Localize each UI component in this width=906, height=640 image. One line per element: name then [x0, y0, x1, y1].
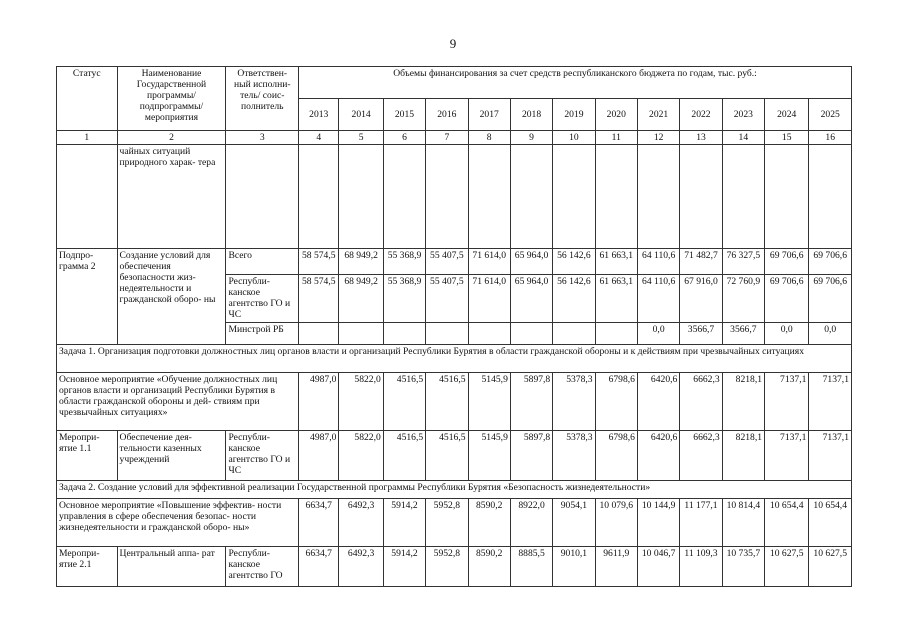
sub2-status: Подпро- грамма 2 [57, 249, 118, 345]
sub2-name: Создание условий для обеспечения безопасности жиз- недеятельности и гражданской оборо- ны [117, 249, 226, 345]
value-cell: 4516,5 [426, 373, 468, 431]
year-header: 2023 [722, 99, 764, 131]
value-cell: 67 916,0 [680, 275, 722, 323]
value-cell: 7137,1 [765, 373, 809, 431]
task1-measure-resp: Республи- канское агентство ГО и ЧС [226, 431, 299, 481]
value-cell: 10 654,4 [809, 499, 852, 547]
header-funding: Объемы финансирования за счет средств республиканского бюджета по годам, тыс. руб.: [299, 67, 852, 99]
value-cell: 68 949,2 [339, 275, 383, 323]
header-responsible: Ответствен- ный исполни- тель/ соис- полнитель [226, 67, 299, 131]
column-number: 5 [339, 131, 383, 145]
task1-main-name: Основное мероприятие «Обучение должностных лиц органов власти и организаций Республики Бурятия в области гражданской обороны и дей- ствиям при чрезвычайных ситуациях» [57, 373, 299, 431]
value-cell: 55 407,5 [426, 249, 468, 275]
column-number: 6 [383, 131, 425, 145]
value-cell: 55 368,9 [383, 275, 425, 323]
value-cell: 5145,9 [468, 373, 510, 431]
value-cell: 8590,2 [468, 499, 510, 547]
task2-title: Задача 2. Создание условий для эффективной реализации Государственной программы Республики Бурятия «Безопасность жизнедеятельности» [57, 481, 852, 499]
year-header: 2016 [426, 99, 468, 131]
value-cell: 5897,8 [510, 373, 552, 431]
value-cell: 10 046,7 [637, 547, 679, 587]
value-cell: 9010,1 [553, 547, 595, 587]
value-cell: 61 663,1 [595, 275, 637, 323]
value-cell: 76 327,5 [722, 249, 764, 275]
value-cell: 5145,9 [468, 431, 510, 481]
value-cell: 4516,5 [383, 373, 425, 431]
column-number: 4 [299, 131, 339, 145]
column-number: 1 [57, 131, 118, 145]
task2-measure-status: Меропри- ятие 2.1 [57, 547, 118, 587]
year-header: 2013 [299, 99, 339, 131]
value-cell: 5378,3 [553, 431, 595, 481]
value-cell: 10 144,9 [637, 499, 679, 547]
value-cell: 6420,6 [637, 373, 679, 431]
value-cell: 56 142,6 [553, 275, 595, 323]
value-cell: 69 706,6 [809, 275, 852, 323]
value-cell: 64 110,6 [637, 249, 679, 275]
column-number: 15 [765, 131, 809, 145]
year-header: 2025 [809, 99, 852, 131]
task2-main-name: Основное мероприятие «Повышение эффектив- ности управления в сфере обеспечения безопас- ности жизнедеятельности и гражданской оборо- ны» [57, 499, 299, 547]
value-cell: 10 079,6 [595, 499, 637, 547]
value-cell: 69 706,6 [809, 249, 852, 275]
value-cell: 6634,7 [299, 499, 339, 547]
cont-status [57, 145, 118, 249]
value-cell: 8922,0 [510, 499, 552, 547]
value-cell: 7137,1 [765, 431, 809, 481]
column-number: 7 [426, 131, 468, 145]
value-cell: 6492,3 [339, 499, 383, 547]
value-cell: 7137,1 [809, 373, 852, 431]
value-cell: 5822,0 [339, 431, 383, 481]
value-cell: 4516,5 [426, 431, 468, 481]
page-number: 9 [449, 36, 457, 51]
value-cell: 10 654,4 [765, 499, 809, 547]
year-header: 2021 [637, 99, 679, 131]
column-number: 2 [117, 131, 226, 145]
value-cell: 4987,0 [299, 373, 339, 431]
year-header: 2014 [339, 99, 383, 131]
value-cell: 71 482,7 [680, 249, 722, 275]
value-cell: 7137,1 [809, 431, 852, 481]
value-cell: 8218,1 [722, 373, 764, 431]
year-header: 2018 [510, 99, 552, 131]
value-cell: 3566,7 [680, 323, 722, 345]
value-cell: 11 109,3 [680, 547, 722, 587]
value-cell: 71 614,0 [468, 249, 510, 275]
value-cell: 0,0 [765, 323, 809, 345]
value-cell: 56 142,6 [553, 249, 595, 275]
task1-measure-status: Меропри- ятие 1.1 [57, 431, 118, 481]
year-header: 2020 [595, 99, 637, 131]
value-cell: 58 574,5 [299, 275, 339, 323]
value-cell: 0,0 [809, 323, 852, 345]
value-cell: 5897,8 [510, 431, 552, 481]
value-cell: 61 663,1 [595, 249, 637, 275]
cont-name: чайных ситуаций природного харак- тера [117, 145, 226, 249]
value-cell: 8590,2 [468, 547, 510, 587]
value-cell: 64 110,6 [637, 275, 679, 323]
column-number: 11 [595, 131, 637, 145]
sub2-responsible: Всего [226, 249, 299, 275]
value-cell: 9611,9 [595, 547, 637, 587]
value-cell: 5914,2 [383, 499, 425, 547]
value-cell: 6798,6 [595, 431, 637, 481]
value-cell [426, 323, 468, 345]
column-number: 10 [553, 131, 595, 145]
value-cell: 5914,2 [383, 547, 425, 587]
value-cell: 10 814,4 [722, 499, 764, 547]
value-cell: 6634,7 [299, 547, 339, 587]
value-cell [595, 323, 637, 345]
value-cell: 72 760,9 [722, 275, 764, 323]
value-cell: 9054,1 [553, 499, 595, 547]
value-cell [468, 323, 510, 345]
value-cell: 0,0 [637, 323, 679, 345]
column-number: 9 [510, 131, 552, 145]
value-cell: 5952,8 [426, 547, 468, 587]
column-number: 3 [226, 131, 299, 145]
value-cell: 69 706,6 [765, 249, 809, 275]
value-cell: 4987,0 [299, 431, 339, 481]
year-header: 2015 [383, 99, 425, 131]
value-cell: 65 964,0 [510, 249, 552, 275]
value-cell [510, 323, 552, 345]
column-number: 13 [680, 131, 722, 145]
value-cell: 6420,6 [637, 431, 679, 481]
sub2-responsible: Минстрой РБ [226, 323, 299, 345]
value-cell: 65 964,0 [510, 275, 552, 323]
value-cell [383, 323, 425, 345]
value-cell: 68 949,2 [339, 249, 383, 275]
value-cell: 6492,3 [339, 547, 383, 587]
column-number: 12 [637, 131, 679, 145]
value-cell: 55 407,5 [426, 275, 468, 323]
value-cell: 71 614,0 [468, 275, 510, 323]
sub2-responsible: Республи- канское агентство ГО и ЧС [226, 275, 299, 323]
value-cell: 8885,5 [510, 547, 552, 587]
value-cell: 58 574,5 [299, 249, 339, 275]
column-number: 8 [468, 131, 510, 145]
value-cell: 5822,0 [339, 373, 383, 431]
value-cell: 8218,1 [722, 431, 764, 481]
funding-table [56, 66, 852, 587]
task1-measure-name: Обеспечение дея- тельности казенных учреждений [117, 431, 226, 481]
year-header: 2017 [468, 99, 510, 131]
column-number: 16 [809, 131, 852, 145]
task2-measure-name: Центральный аппа- рат [117, 547, 226, 587]
value-cell: 10 627,5 [809, 547, 852, 587]
task2-measure-resp: Республи- канское агентство ГО [226, 547, 299, 587]
value-cell: 6662,3 [680, 431, 722, 481]
column-number: 14 [722, 131, 764, 145]
task1-title: Задача 1. Организация подготовки должностных лиц органов власти и организаций Республики Бурятия в области гражданской обороны и к действиям при чрезвычайных ситуациях [57, 345, 852, 373]
year-header: 2022 [680, 99, 722, 131]
year-header: 2019 [553, 99, 595, 131]
year-header: 2024 [765, 99, 809, 131]
value-cell: 5378,3 [553, 373, 595, 431]
header-status: Статус [57, 67, 118, 131]
value-cell: 4516,5 [383, 431, 425, 481]
value-cell: 10 627,5 [765, 547, 809, 587]
value-cell [339, 323, 383, 345]
value-cell: 55 368,9 [383, 249, 425, 275]
header-name: Наименование Государственной программы/ подпрограммы/ мероприятия [117, 67, 226, 131]
value-cell: 10 735,7 [722, 547, 764, 587]
value-cell [299, 323, 339, 345]
value-cell: 6798,6 [595, 373, 637, 431]
value-cell: 3566,7 [722, 323, 764, 345]
value-cell: 11 177,1 [680, 499, 722, 547]
value-cell: 69 706,6 [765, 275, 809, 323]
value-cell: 5952,8 [426, 499, 468, 547]
value-cell [553, 323, 595, 345]
value-cell: 6662,3 [680, 373, 722, 431]
